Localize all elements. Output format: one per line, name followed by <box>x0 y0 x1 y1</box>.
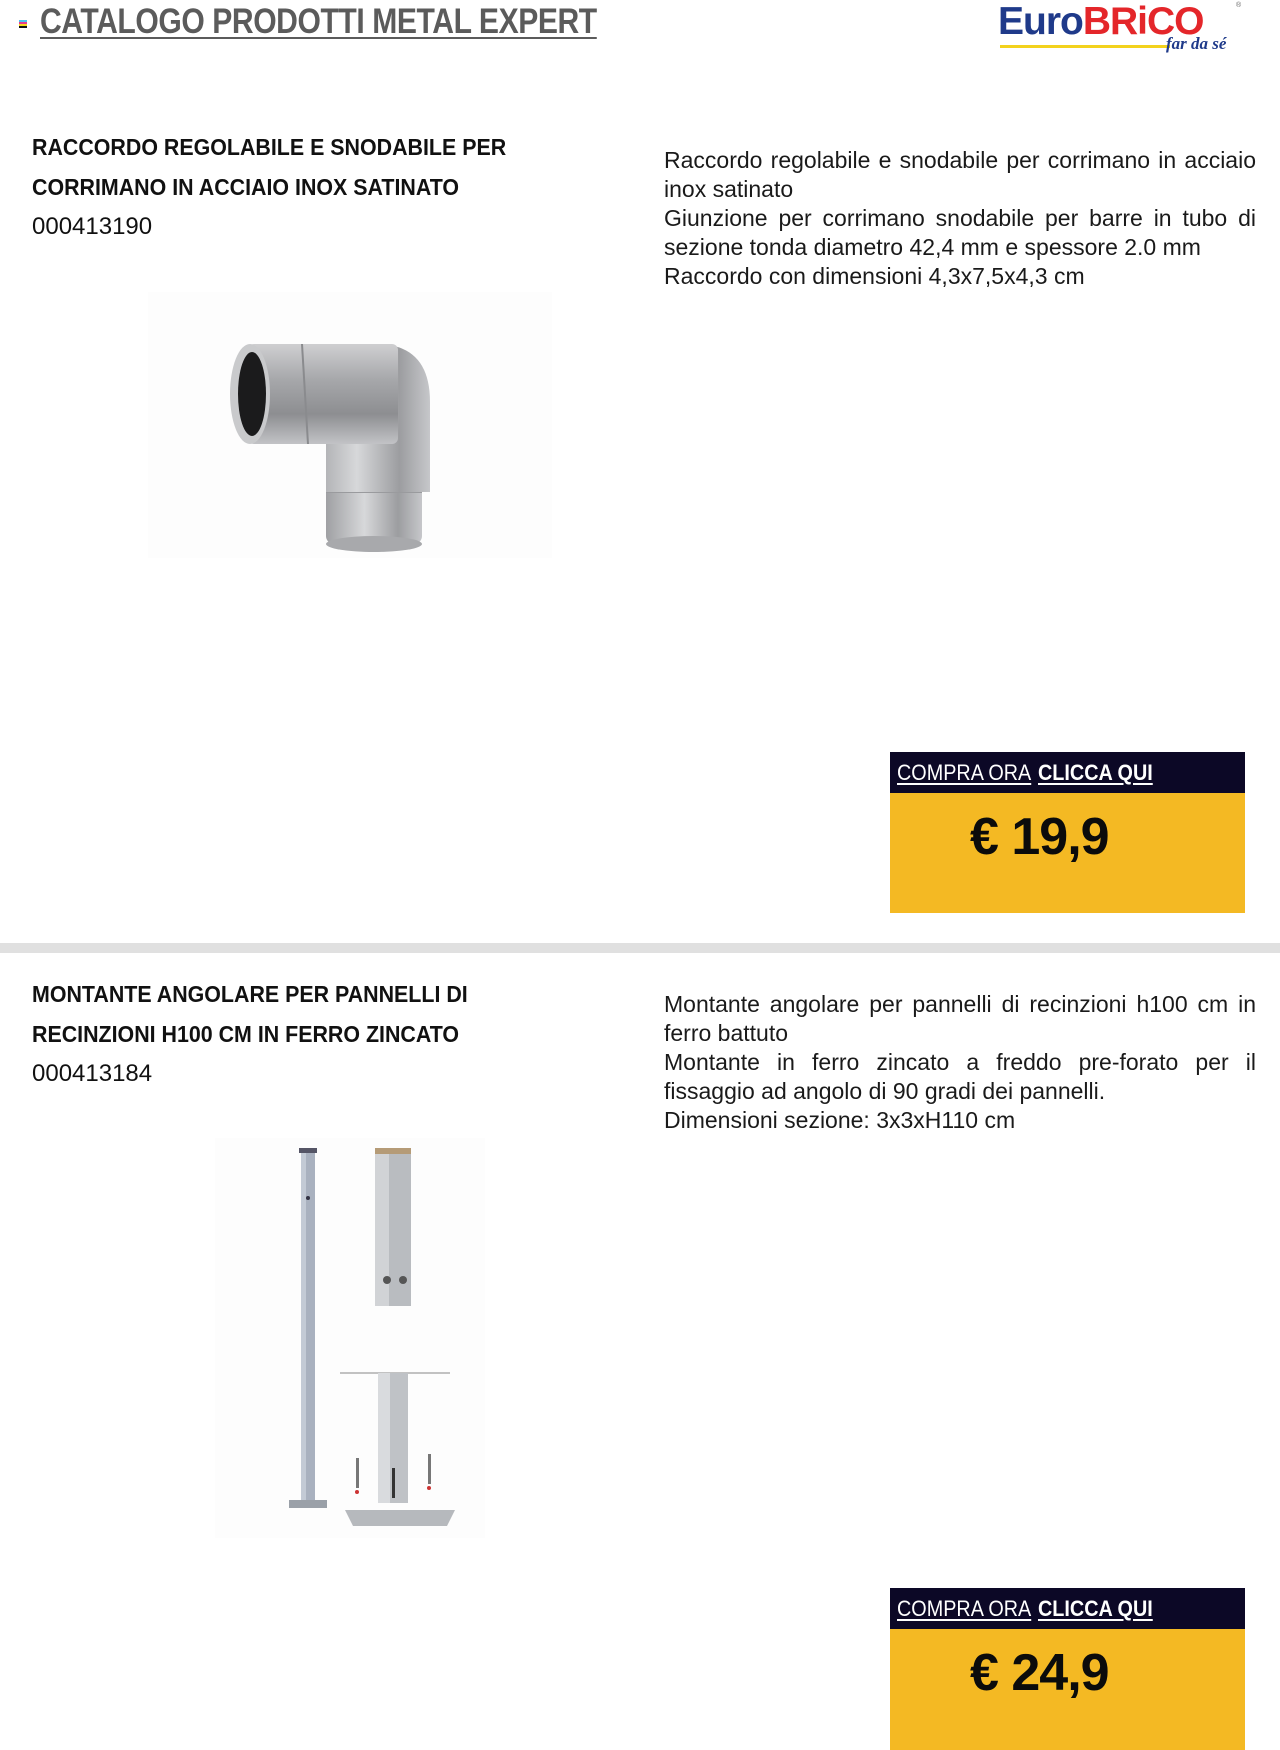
price-value: € 24,9 <box>970 1644 1109 1702</box>
description-line: Montante in ferro zincato a freddo pre-forato per il fissaggio ad angolo di 90 gradi dei pannelli. <box>664 1049 1256 1104</box>
description-line: Montante angolare per pannelli di recinzioni h100 cm in ferro battuto <box>664 991 1256 1046</box>
stainless-elbow-fitting-image[interactable] <box>148 292 552 558</box>
fence-post-icon <box>215 1138 485 1538</box>
logo-euro-text: Euro <box>998 0 1083 43</box>
logo-tagline: far da sé <box>1166 34 1227 53</box>
elbow-fitting-icon <box>148 292 552 558</box>
galvanized-post-image[interactable] <box>215 1138 485 1538</box>
price-box <box>890 752 1245 913</box>
price-box <box>890 1588 1245 1750</box>
description-line: Raccordo regolabile e snodabile per corrimano in acciaio inox satinato <box>664 147 1256 202</box>
click-here-link[interactable]: CLICCA QUI <box>1038 1595 1153 1621</box>
product-code: 000413184 <box>32 1060 153 1087</box>
buy-now-link[interactable]: COMPRA ORA <box>897 1595 1032 1621</box>
registered-mark: ® <box>1236 2 1242 9</box>
price-area <box>890 793 1245 913</box>
description-line: Giunzione per corrimano snodabile per barre in tubo di sezione tonda diametro 42,4 mm e spessore 2.0 mm <box>664 205 1256 260</box>
click-here-link[interactable]: CLICCA QUI <box>1038 759 1153 785</box>
product-code: 000413190 <box>32 213 153 240</box>
product-name-line: MONTANTE ANGOLARE PER PANNELLI DI <box>32 981 468 1007</box>
product-name <box>32 974 553 1054</box>
buy-now-link[interactable]: COMPRA ORA <box>897 759 1032 785</box>
price-area <box>890 1629 1245 1750</box>
logo-brico-text: BRiCO <box>1082 0 1204 43</box>
price-value: € 19,9 <box>970 808 1109 866</box>
buy-now-bar[interactable] <box>890 752 1245 793</box>
product-description <box>664 990 1256 1135</box>
product-name-line: RECINZIONI H100 CM IN FERRO ZINCATO <box>32 1021 460 1047</box>
description-line: Dimensioni sezione: 3x3xH110 cm <box>664 1107 1016 1133</box>
product-name-line: RACCORDO REGOLABILE E SNODABILE PER <box>32 134 507 160</box>
section-divider <box>0 943 1280 953</box>
buy-now-bar[interactable] <box>890 1588 1245 1629</box>
product-name-line: CORRIMANO IN ACCIAIO INOX SATINATO <box>32 174 460 200</box>
description-line: Raccordo con dimensioni 4,3x7,5x4,3 cm <box>664 263 1085 289</box>
product-name <box>32 127 553 207</box>
page-title[interactable]: CATALOGO PRODOTTI METAL EXPERT <box>40 2 597 41</box>
product-description <box>664 146 1256 291</box>
product-card <box>0 953 1280 1750</box>
